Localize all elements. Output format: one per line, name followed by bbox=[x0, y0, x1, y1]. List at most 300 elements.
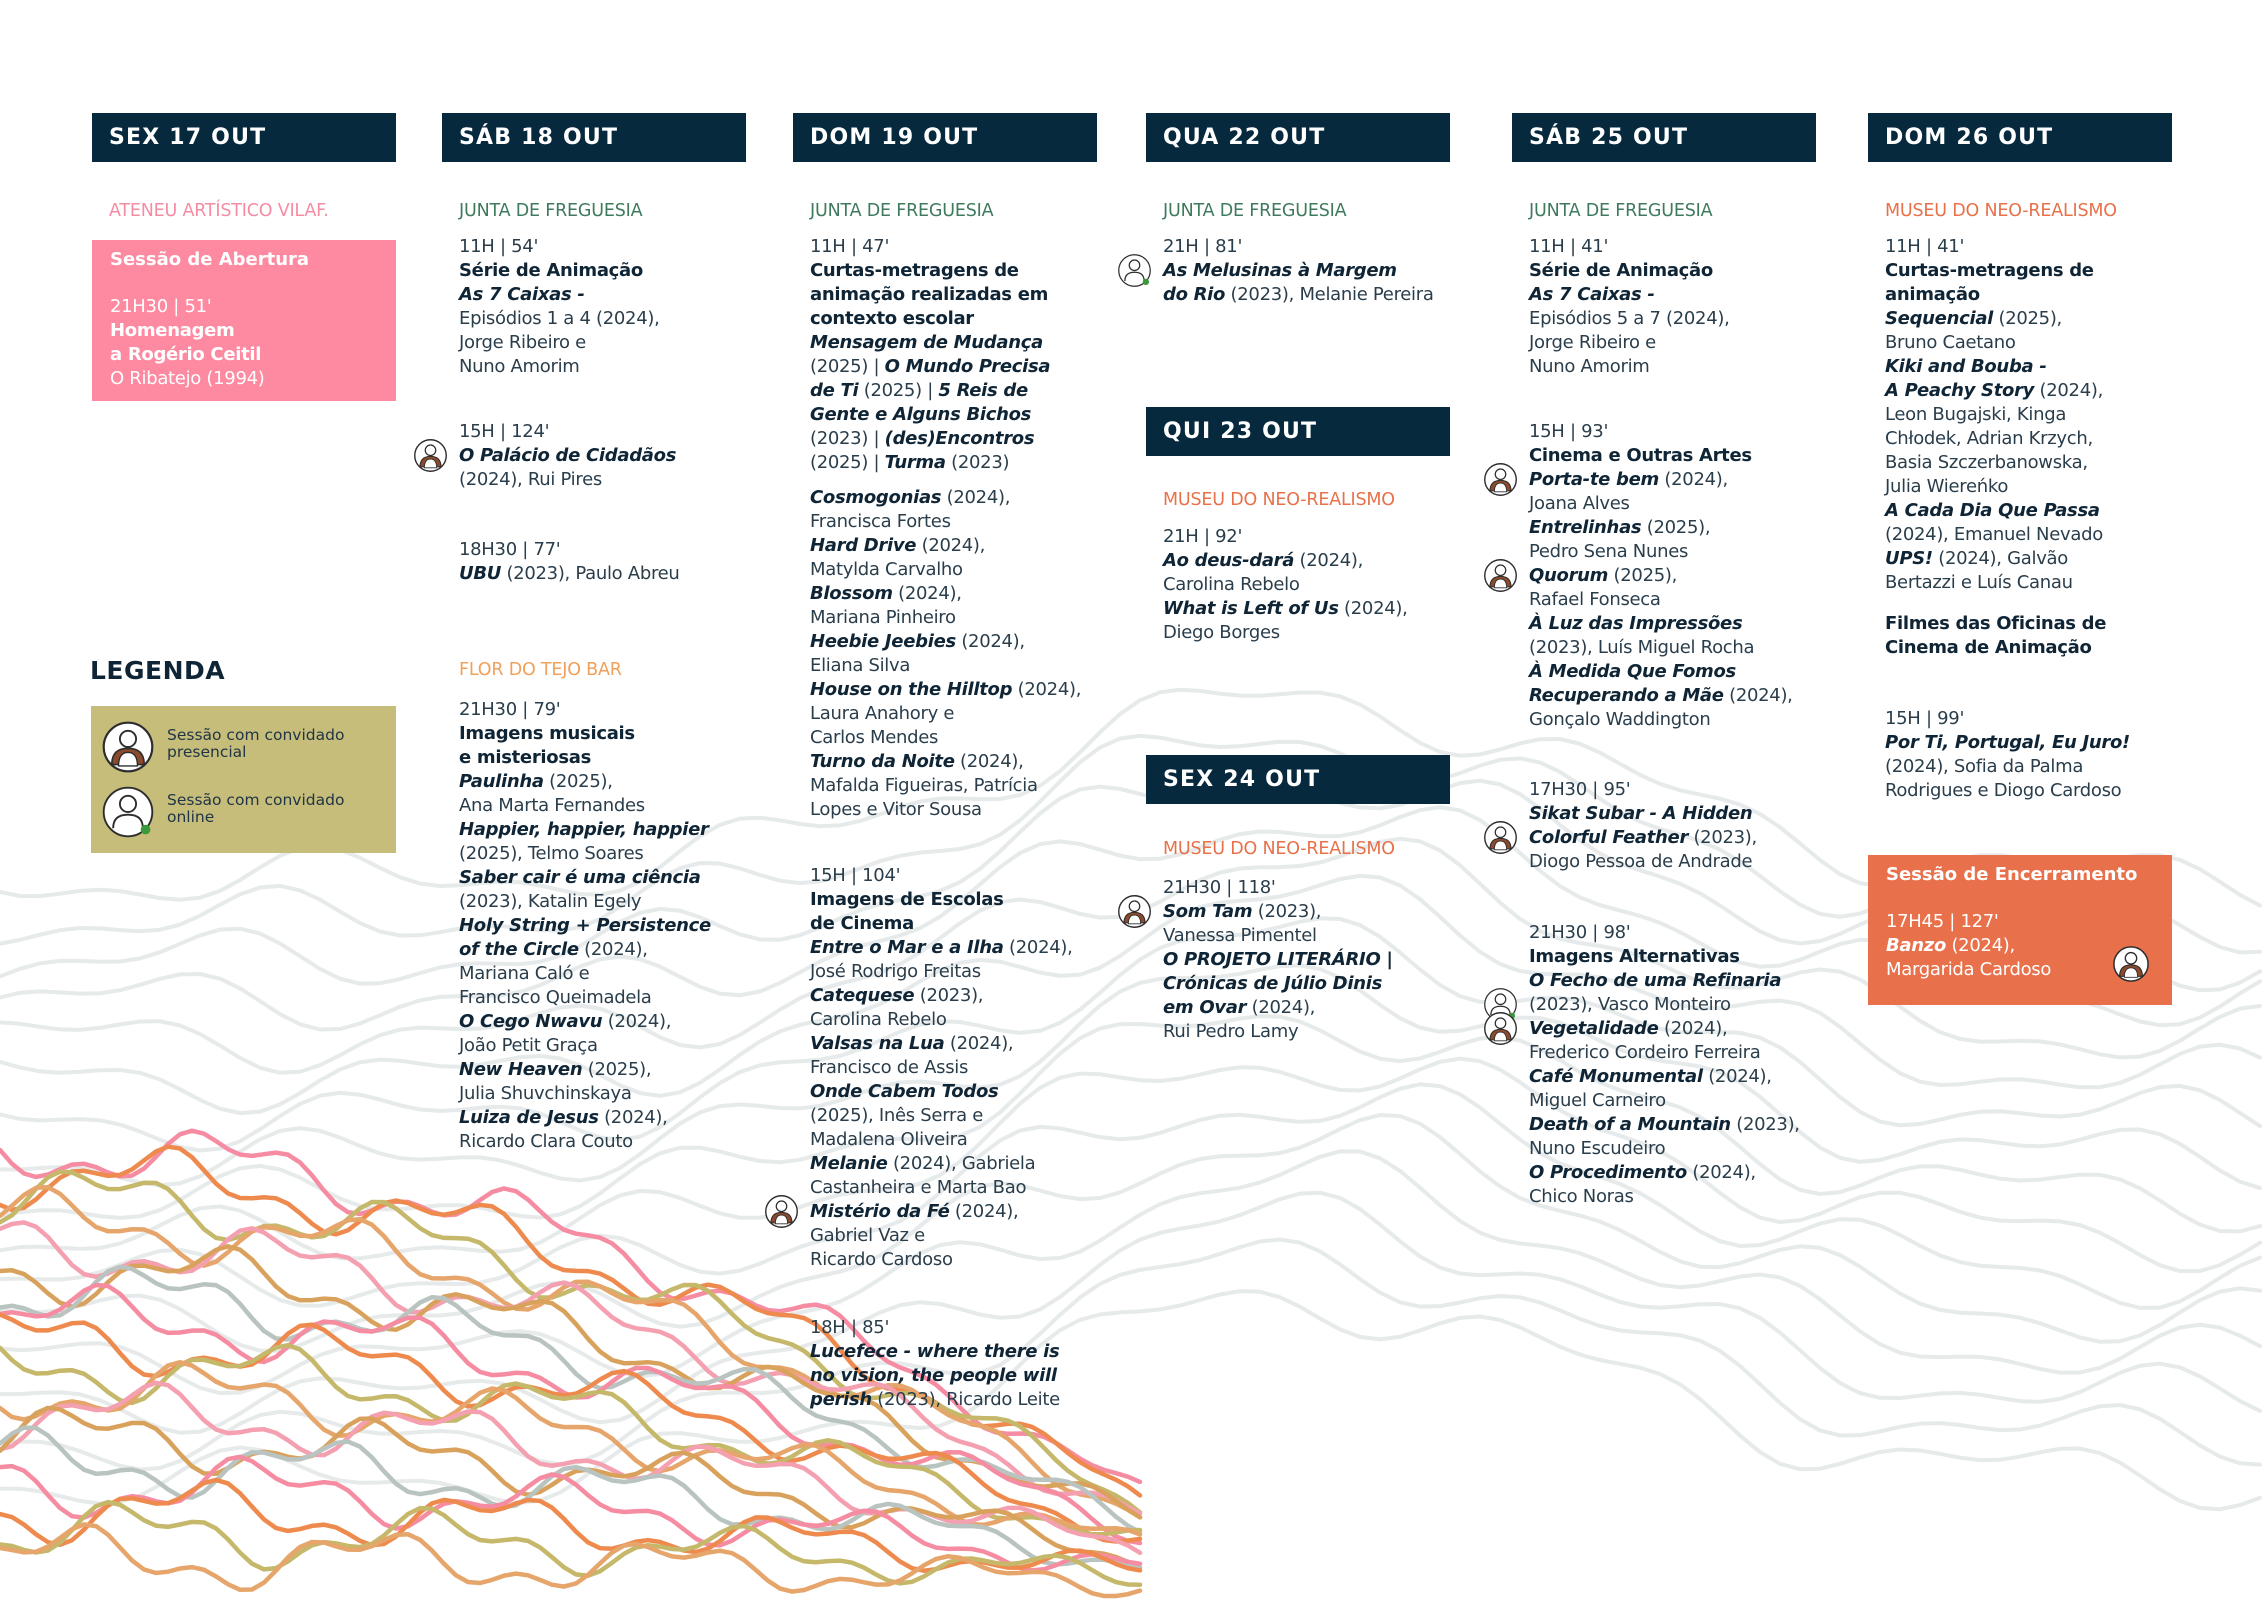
film-title: À Medida Que Fomos bbox=[1529, 661, 1736, 682]
credit-text: (2023), Melanie Pereira bbox=[1225, 284, 1434, 305]
programme-title: Imagens musicais bbox=[459, 723, 635, 744]
entry-line bbox=[1529, 564, 1833, 588]
entry-line bbox=[459, 444, 763, 468]
entry-line bbox=[1163, 573, 1467, 597]
entry-line bbox=[1529, 660, 1833, 684]
session-time: 15H | 124' bbox=[459, 421, 550, 442]
credit-text: Matylda Carvalho bbox=[810, 559, 963, 580]
day-column bbox=[1868, 0, 2178, 1600]
entry-line bbox=[1885, 355, 2189, 379]
credit-text: Julia Shuvchinskaya bbox=[459, 1083, 632, 1104]
credit-text: João Petit Graça bbox=[459, 1035, 598, 1056]
session-time: 21H30 | 51' bbox=[110, 296, 212, 317]
entry-line bbox=[810, 888, 1114, 912]
day-column bbox=[1512, 0, 1822, 1600]
session-time: 11H | 47' bbox=[810, 236, 890, 257]
film-title: Melanie bbox=[810, 1153, 888, 1174]
programme-title: Imagens Alternativas bbox=[1529, 946, 1740, 967]
film-title: A Cada Dia Que Passa bbox=[1885, 500, 2100, 521]
credit-text: Diogo Pessoa de Andrade bbox=[1529, 851, 1753, 872]
credit-text: Mariana Pinheiro bbox=[810, 607, 956, 628]
entry-line bbox=[810, 427, 1114, 451]
entry-line bbox=[1885, 731, 2189, 755]
credit-text: Jorge Ribeiro e bbox=[459, 332, 586, 353]
credit-text: (2023) bbox=[945, 452, 1010, 473]
film-title: Quorum bbox=[1529, 565, 1609, 586]
credit-text: Francisca Fortes bbox=[810, 511, 951, 532]
entry-line bbox=[810, 960, 1114, 984]
credit-text: (2023) | bbox=[810, 428, 885, 449]
programme-title: Cinema de Animação bbox=[1885, 637, 2092, 658]
film-title: Entre o Mar e a Ilha bbox=[810, 937, 1004, 958]
film-title: Heebie Jeebies bbox=[810, 631, 956, 652]
film-title: em Ovar bbox=[1163, 997, 1247, 1018]
entry-line bbox=[1529, 444, 1833, 468]
day-header: SEX 24 OUT bbox=[1146, 755, 1450, 804]
credit-text: Leon Bugajski, Kinga bbox=[1885, 404, 2067, 425]
venue-label: FLOR DO TEJO BAR bbox=[459, 660, 622, 680]
film-title: O Palácio de Cidadãos bbox=[459, 445, 677, 466]
entry-line bbox=[1529, 355, 1833, 379]
film-title: À Luz das Impressões bbox=[1529, 613, 1743, 634]
entry-line bbox=[810, 1364, 1114, 1388]
entry-line bbox=[810, 1224, 1114, 1248]
session-time: 11H | 41' bbox=[1885, 236, 1965, 257]
guest-in-person-icon bbox=[1117, 894, 1152, 929]
session-entry bbox=[1146, 235, 1467, 307]
credit-text: (2023), Luís Miguel Rocha bbox=[1529, 637, 1755, 658]
film-title: As 7 Caixas - bbox=[459, 284, 585, 305]
film-title: Turno da Noite bbox=[810, 751, 955, 772]
day-header: QUI 23 OUT bbox=[1146, 407, 1450, 456]
entry-line bbox=[1529, 1041, 1833, 1065]
programme-title: animação bbox=[1885, 284, 1980, 305]
day-header: DOM 26 OUT bbox=[1868, 113, 2172, 162]
entry-line bbox=[459, 1106, 763, 1130]
day-column bbox=[442, 0, 752, 1600]
entry-line bbox=[1529, 492, 1833, 516]
entry-line bbox=[810, 379, 1114, 403]
day-column bbox=[1146, 0, 1456, 1600]
film-title: Saber cair é uma ciência bbox=[459, 867, 701, 888]
session-entry bbox=[1512, 235, 1833, 379]
entry-line bbox=[810, 331, 1114, 355]
session-box-title: Sessão de Abertura bbox=[110, 249, 310, 270]
entry-line bbox=[810, 1340, 1114, 1364]
entry-line bbox=[1529, 588, 1833, 612]
session-time: 11H | 54' bbox=[459, 236, 539, 257]
session-time: 21H | 92' bbox=[1163, 526, 1243, 547]
guest-online-icon bbox=[1117, 253, 1152, 288]
entry-line bbox=[1529, 684, 1833, 708]
session-entry bbox=[1512, 420, 1833, 732]
entry-line bbox=[1885, 779, 2189, 803]
entry-line bbox=[1885, 499, 2189, 523]
session-time: 21H | 81' bbox=[1163, 236, 1243, 257]
credit-text: Joana Alves bbox=[1529, 493, 1630, 514]
session-time: 21H30 | 98' bbox=[1529, 922, 1631, 943]
venue-label: JUNTA DE FREGUESIA bbox=[459, 201, 643, 221]
film-title: Blossom bbox=[810, 583, 893, 604]
programme-title: Imagens de Escolas bbox=[810, 889, 1004, 910]
credit-text: (2025), bbox=[543, 771, 613, 792]
entry-line bbox=[459, 1082, 763, 1106]
entry-line bbox=[459, 307, 763, 331]
entry-line bbox=[459, 794, 763, 818]
credit-text: Bruno Caetano bbox=[1885, 332, 2016, 353]
entry-line bbox=[810, 486, 1114, 510]
entry-line bbox=[810, 1152, 1114, 1176]
credit-text: Episódios 5 a 7 (2024), bbox=[1529, 308, 1730, 329]
film-title: As Melusinas à Margem bbox=[1163, 260, 1397, 281]
entry-line bbox=[459, 722, 763, 746]
credit-text: Carolina Rebelo bbox=[1163, 574, 1300, 595]
venue-label: MUSEU DO NEO-REALISMO bbox=[1885, 201, 2117, 221]
guest-in-person-icon bbox=[1483, 820, 1518, 855]
credit-text: Eliana Silva bbox=[810, 655, 911, 676]
programme-title: Série de Animação bbox=[459, 260, 643, 281]
credit-text: (2024), bbox=[578, 939, 648, 960]
credit-text: Gonçalo Waddington bbox=[1529, 709, 1711, 730]
entry-line bbox=[459, 986, 763, 1010]
credit-text: (2024), bbox=[892, 583, 962, 604]
entry-line bbox=[1529, 1161, 1833, 1185]
credit-text: (2024), bbox=[1723, 685, 1793, 706]
film-title: no vision, the people will bbox=[810, 1365, 1057, 1386]
film-title: (des)Encontros bbox=[884, 428, 1035, 449]
credit-text: (2025) | bbox=[858, 380, 939, 401]
entry-line bbox=[810, 654, 1114, 678]
film-title: UBU bbox=[459, 563, 502, 584]
credit-text: (2024), bbox=[1686, 1162, 1756, 1183]
film-title: Cosmogonias bbox=[810, 487, 942, 508]
credit-text: (2025), bbox=[1608, 565, 1678, 586]
film-title: Gente e Alguns Bichos bbox=[810, 404, 1032, 425]
entry-line bbox=[810, 912, 1114, 936]
entry-line bbox=[1529, 1185, 1833, 1209]
entry-line bbox=[110, 367, 379, 391]
credit-text: Vanessa Pimentel bbox=[1163, 925, 1317, 946]
session-entry bbox=[442, 420, 763, 492]
entry-line bbox=[459, 1130, 763, 1154]
film-title: perish bbox=[810, 1389, 872, 1410]
entry-line bbox=[1529, 468, 1833, 492]
credit-text: (2024), Galvão bbox=[1932, 548, 2068, 569]
film-title: Death of a Mountain bbox=[1529, 1114, 1731, 1135]
entry-line bbox=[459, 1058, 763, 1082]
guest-in-person-icon bbox=[1483, 558, 1518, 593]
credit-text: (2025) | bbox=[810, 356, 885, 377]
entry-line bbox=[459, 962, 763, 986]
legend-label: Sessão com convidado online bbox=[167, 791, 345, 826]
entry-line bbox=[459, 818, 763, 842]
guest-in-person-icon bbox=[764, 1194, 799, 1229]
credit-text: Chłodek, Adrian Krzych, bbox=[1885, 428, 2093, 449]
credit-text: (2024), bbox=[1702, 1066, 1772, 1087]
entry-line bbox=[1885, 283, 2189, 307]
session-time: 17H30 | 95' bbox=[1529, 779, 1631, 800]
session-time: 18H | 85' bbox=[810, 1317, 890, 1338]
session-time: 21H30 | 118' bbox=[1163, 877, 1276, 898]
credit-text: (2023), bbox=[1688, 827, 1757, 848]
legend-item-presencial bbox=[91, 718, 396, 778]
film-title: Colorful Feather bbox=[1529, 827, 1689, 848]
day-header: DOM 19 OUT bbox=[793, 113, 1097, 162]
film-title: Holy String + Persistence bbox=[459, 915, 711, 936]
entry-line bbox=[810, 451, 1114, 475]
entry-line bbox=[459, 1010, 763, 1034]
entry-line bbox=[1529, 540, 1833, 564]
session-entry bbox=[1512, 921, 1833, 1209]
entry-line bbox=[1885, 475, 2189, 499]
entry-line bbox=[1529, 993, 1833, 1017]
venue-label: JUNTA DE FREGUESIA bbox=[810, 201, 994, 221]
entry-line bbox=[810, 1056, 1114, 1080]
credit-text: Nuno Amorim bbox=[459, 356, 580, 377]
credit-text: (2024), bbox=[955, 631, 1025, 652]
programme-title: Curtas-metragens de bbox=[810, 260, 1019, 281]
entry-line bbox=[810, 1104, 1114, 1128]
entry-line bbox=[1163, 900, 1467, 924]
entry-line bbox=[810, 1200, 1114, 1224]
guest-in-person-icon bbox=[413, 438, 448, 473]
entry-line bbox=[1529, 307, 1833, 331]
venue-label: MUSEU DO NEO-REALISMO bbox=[1163, 490, 1395, 510]
entry-line bbox=[1529, 1113, 1833, 1137]
entry-line bbox=[1163, 259, 1467, 283]
session-entry bbox=[793, 1316, 1114, 1412]
credit-text: (2025), bbox=[1993, 308, 2062, 329]
credit-text: (2025), bbox=[1641, 517, 1711, 538]
entry-line bbox=[1163, 996, 1467, 1020]
credit-text: José Rodrigo Freitas bbox=[810, 961, 981, 982]
entry-line bbox=[459, 890, 763, 914]
credit-text: (2024), bbox=[941, 487, 1011, 508]
legend-item-online bbox=[91, 783, 396, 843]
credit-text: Miguel Carneiro bbox=[1529, 1090, 1666, 1111]
entry-line bbox=[810, 798, 1114, 822]
credit-text: Ana Marta Fernandes bbox=[459, 795, 645, 816]
session-entry bbox=[442, 235, 763, 379]
closing-session-box bbox=[1868, 855, 2172, 1005]
entry-line bbox=[1885, 547, 2189, 571]
credit-text: (2024), Emanuel Nevado bbox=[1885, 524, 2103, 545]
credit-text: (2023), bbox=[1730, 1114, 1800, 1135]
entry-line bbox=[459, 1034, 763, 1058]
film-title: New Heaven bbox=[459, 1059, 583, 1080]
entry-line bbox=[810, 403, 1114, 427]
credit-text: Basia Szczerbanowska, bbox=[1885, 452, 2088, 473]
credit-text: (2024), bbox=[1246, 997, 1316, 1018]
entry-line bbox=[459, 562, 763, 586]
credit-text: (2024), bbox=[954, 751, 1024, 772]
entry-line bbox=[1529, 1065, 1833, 1089]
credit-text: Nuno Escudeiro bbox=[1529, 1138, 1666, 1159]
entry-line bbox=[810, 1080, 1114, 1104]
film-title: Kiki and Bouba - bbox=[1885, 356, 2047, 377]
session-time: 15H | 99' bbox=[1885, 708, 1965, 729]
guest-in-person-icon bbox=[101, 720, 155, 774]
entry-line bbox=[1885, 307, 2189, 331]
session-time: 18H30 | 77' bbox=[459, 539, 561, 560]
entry-line bbox=[1163, 283, 1467, 307]
entry-line bbox=[1529, 516, 1833, 540]
credit-text: (2023), Katalin Egely bbox=[459, 891, 642, 912]
film-title: Onde Cabem Todos bbox=[810, 1081, 999, 1102]
entry-line bbox=[1529, 850, 1833, 874]
credit-text: (2024), bbox=[944, 1033, 1014, 1054]
session-entry bbox=[1146, 876, 1467, 1044]
programme-title: de Cinema bbox=[810, 913, 914, 934]
credit-text: (2024), bbox=[1012, 679, 1082, 700]
credit-text: Julia Wiereńko bbox=[1885, 476, 2009, 497]
credit-text: Diego Borges bbox=[1163, 622, 1280, 643]
programme-title: Curtas-metragens de bbox=[1885, 260, 2094, 281]
credit-text: Episódios 1 a 4 (2024), bbox=[459, 308, 660, 329]
guest-in-person-icon bbox=[1483, 462, 1518, 497]
entry-line bbox=[810, 726, 1114, 750]
credit-text: Ricardo Cardoso bbox=[810, 1249, 953, 1270]
credit-text: (2023), Vasco Monteiro bbox=[1529, 994, 1731, 1015]
film-title: Lucefece - where there is bbox=[810, 1341, 1060, 1362]
credit-text: Nuno Amorim bbox=[1529, 356, 1650, 377]
credit-text: Rafael Fonseca bbox=[1529, 589, 1661, 610]
entry-line bbox=[1163, 948, 1467, 972]
film-title: Luiza de Jesus bbox=[459, 1107, 599, 1128]
session-entry bbox=[1868, 707, 2189, 803]
film-title: Recuperando a Mãe bbox=[1529, 685, 1724, 706]
entry-line bbox=[1529, 1089, 1833, 1113]
entry-line bbox=[459, 914, 763, 938]
film-title: Sikat Subar - A Hidden bbox=[1529, 803, 1753, 824]
venue-label: ATENEU ARTÍSTICO VILAF. bbox=[109, 201, 329, 221]
session-time: 17H45 | 127' bbox=[1886, 911, 1999, 932]
programme-title: a Rogério Ceitil bbox=[110, 344, 262, 365]
credit-text: (2024), Gabriela bbox=[887, 1153, 1036, 1174]
venue-label: JUNTA DE FREGUESIA bbox=[1529, 201, 1713, 221]
guest-in-person-icon bbox=[1483, 1011, 1518, 1046]
entry-line bbox=[810, 936, 1114, 960]
film-title: What is Left of Us bbox=[1163, 598, 1339, 619]
session-entry bbox=[793, 486, 1114, 822]
entry-line bbox=[810, 510, 1114, 534]
film-title: Vegetalidade bbox=[1529, 1018, 1659, 1039]
credit-text: (2024), bbox=[602, 1011, 672, 1032]
entry-line bbox=[810, 702, 1114, 726]
credit-text: (2024), bbox=[1294, 550, 1364, 571]
legend-title: LEGENDA bbox=[90, 656, 226, 685]
credit-text: (2023), Ricardo Leite bbox=[871, 1389, 1060, 1410]
entry-line bbox=[810, 259, 1114, 283]
credit-text: (2024), bbox=[1658, 1018, 1728, 1039]
entry-line bbox=[1885, 259, 2189, 283]
credit-text: Carolina Rebelo bbox=[810, 1009, 947, 1030]
entry-line bbox=[810, 534, 1114, 558]
programme-title: Filmes das Oficinas de bbox=[1885, 613, 2107, 634]
credit-text: Madalena Oliveira bbox=[810, 1129, 968, 1150]
credit-text: Pedro Sena Nunes bbox=[1529, 541, 1689, 562]
film-title: As 7 Caixas - bbox=[1529, 284, 1655, 305]
film-title: of the Circle bbox=[459, 939, 579, 960]
entry-line bbox=[810, 1128, 1114, 1152]
entry-line bbox=[1163, 621, 1467, 645]
entry-line bbox=[1885, 571, 2189, 595]
film-title: Crónicas de Júlio Dinis bbox=[1163, 973, 1382, 994]
entry-line bbox=[810, 984, 1114, 1008]
credit-text: Margarida Cardoso bbox=[1886, 959, 2052, 980]
film-title: do Rio bbox=[1163, 284, 1226, 305]
film-title: O Cego Nwavu bbox=[459, 1011, 603, 1032]
session-entry bbox=[1868, 612, 2189, 660]
credit-text: (2024), bbox=[598, 1107, 668, 1128]
credit-text: Bertazzi e Luís Canau bbox=[1885, 572, 2073, 593]
day-header: SÁB 25 OUT bbox=[1512, 113, 1816, 162]
credit-text: Francisco de Assis bbox=[810, 1057, 969, 1078]
entry-line bbox=[1885, 523, 2189, 547]
film-title: Happier, happier, happier bbox=[459, 819, 709, 840]
entry-line bbox=[810, 774, 1114, 798]
film-title: Ao deus-dará bbox=[1163, 550, 1295, 571]
entry-line bbox=[1885, 612, 2189, 636]
session-time: 21H30 | 79' bbox=[459, 699, 561, 720]
film-title: Banzo bbox=[1886, 935, 1947, 956]
entry-line bbox=[110, 319, 379, 343]
entry-line bbox=[810, 582, 1114, 606]
entry-line bbox=[810, 558, 1114, 582]
entry-line bbox=[1529, 969, 1833, 993]
entry-line bbox=[1163, 549, 1467, 573]
entry-line bbox=[810, 750, 1114, 774]
credit-text: (2025), Inês Serra e bbox=[810, 1105, 983, 1126]
session-time: 11H | 41' bbox=[1529, 236, 1609, 257]
credit-text: (2024), bbox=[1003, 937, 1073, 958]
entry-line bbox=[459, 283, 763, 307]
credit-text: (2024), Rui Pires bbox=[459, 469, 602, 490]
credit-text: Lopes e Vitor Sousa bbox=[810, 799, 982, 820]
entry-line bbox=[810, 630, 1114, 654]
entry-line bbox=[1163, 1020, 1467, 1044]
entry-line bbox=[1885, 427, 2189, 451]
entry-line bbox=[1529, 945, 1833, 969]
film-title: Paulinha bbox=[459, 771, 544, 792]
entry-line bbox=[810, 307, 1114, 331]
film-title: UPS! bbox=[1885, 548, 1933, 569]
film-title: O Procedimento bbox=[1529, 1162, 1687, 1183]
film-title: Turma bbox=[884, 452, 946, 473]
film-title: O Mundo Precisa bbox=[884, 356, 1051, 377]
credit-text: Gabriel Vaz e bbox=[810, 1225, 925, 1246]
film-title: Som Tam bbox=[1163, 901, 1253, 922]
credit-text: Laura Anahory e bbox=[810, 703, 955, 724]
entry-line bbox=[810, 1008, 1114, 1032]
film-title: House on the Hilltop bbox=[810, 679, 1013, 700]
entry-line bbox=[810, 1176, 1114, 1200]
film-title: Entrelinhas bbox=[1529, 517, 1642, 538]
film-title: Valsas na Lua bbox=[810, 1033, 945, 1054]
session-entry bbox=[793, 235, 1114, 475]
programme-title: Homenagem bbox=[110, 320, 235, 341]
entry-line bbox=[1529, 708, 1833, 732]
session-time: 15H | 93' bbox=[1529, 421, 1609, 442]
venue-label: JUNTA DE FREGUESIA bbox=[1163, 201, 1347, 221]
film-title: de Ti bbox=[810, 380, 859, 401]
credit-text: (2023), bbox=[914, 985, 984, 1006]
entry-line bbox=[1529, 1137, 1833, 1161]
entry-line bbox=[810, 355, 1114, 379]
session-entry bbox=[793, 864, 1114, 1272]
credit-text: Frederico Cordeiro Ferreira bbox=[1529, 1042, 1761, 1063]
entry-line bbox=[810, 678, 1114, 702]
